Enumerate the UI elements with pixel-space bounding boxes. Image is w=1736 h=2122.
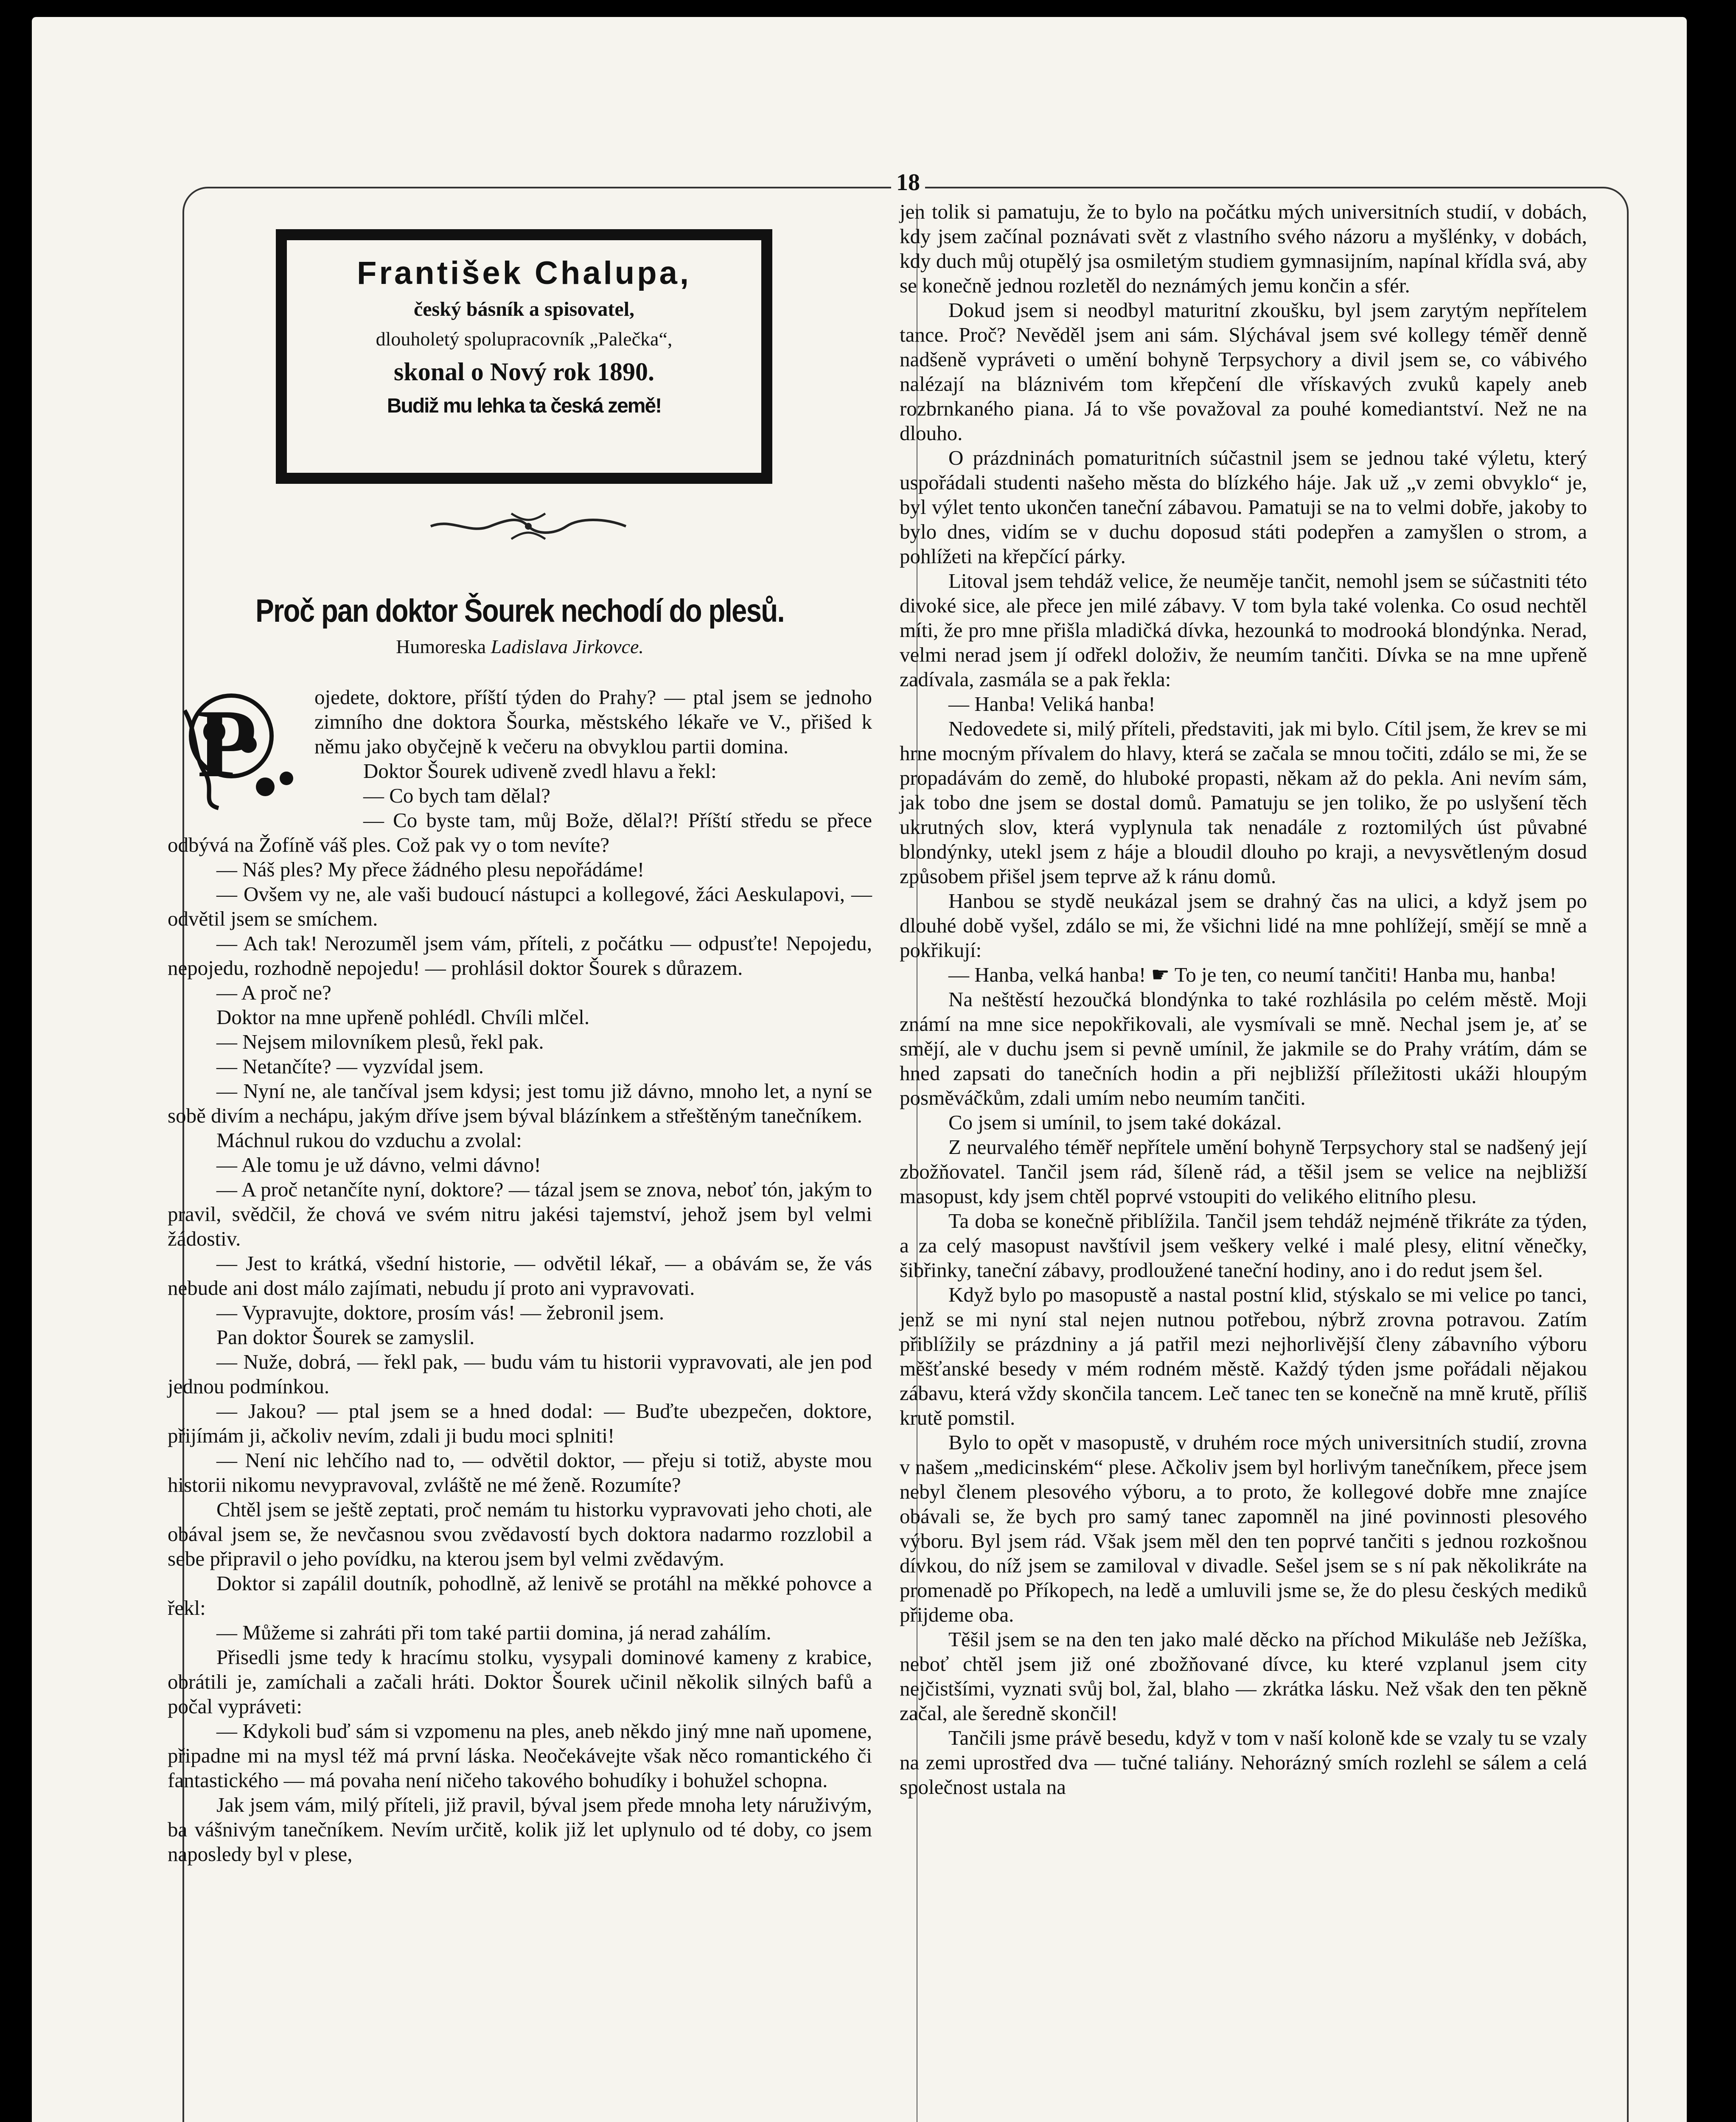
paragraph: — Můžeme si zahráti při tom také partii domina, já nerad zahálím. bbox=[216, 1621, 771, 1644]
paragraph: Nedovedete si, milý příteli, představiti, jak mi bylo. Cítil jsem, že krev se mi hrne mocným přívalem do hlavy, která se začala se mnou točiti, zdálo se mi, že se propadávám do země, do hluboké propasti, někam až do pekla. Ani nevím sám, jak tobo dne jsem se dostal domů. Pamatuju se jen toliko, že po uslyšení těch ukrutných slov, která vyplynula tak nenadále z roztomilých úst půvabné blondýnky, utekl jsem z háje a bloudil dlouho po kraji, a nevysvětleným dosud způsobem přišel jsem teprve až k ránu domů. bbox=[900, 717, 1587, 888]
paragraph: — Náš ples? My přece žádného plesu nepořádáme! bbox=[216, 858, 645, 881]
paragraph: — Hanba! Veliká hanba! bbox=[948, 692, 1155, 716]
left-column bbox=[168, 199, 872, 1867]
paragraph: Když bylo po masopustě a nastal postní klid, stýskalo se mi velice po tanci, jenž se mi nyní stal nejen nutnou potřebou, nýbrž zrovna potravou. Zatím přiblížily se prázdniny a já patřil mezi nejhorlivější členy zábavního výboru měšťanské besedy v mém rodném městě. Každý týden jsme pořádali nějakou zábavu, která vždy skončila tancem. Leč tanec ten se konečně na mně krutě, příliš krutě pomstil. bbox=[900, 1283, 1587, 1429]
byline-author: Ladislava Jirkovce. bbox=[491, 636, 644, 657]
paragraph: — Ale tomu je už dávno, velmi dávno! bbox=[216, 1153, 541, 1176]
obituary-role: český básník a spisovatel, bbox=[413, 298, 635, 320]
paragraph: Pan doktor Šourek se zamyslil. bbox=[216, 1325, 475, 1349]
paragraph: Těšil jsem se na den ten jako malé děcko na příchod Mikuláše neb Ježíška, neboť chtěl jsem již oné zbožňované dívce, ku které vzplanul jsem city nejčistšími, vyznati svůj bol, žal, blaho — zkrátka lásku. Než však den ten pěkně začal, ale šeredně skončil! bbox=[900, 1628, 1587, 1725]
paragraph: Máchnul rukou do vzduchu a zvolal: bbox=[216, 1128, 522, 1152]
paragraph: — Netančíte? — vyzvídal jsem. bbox=[216, 1055, 484, 1078]
paragraph: Doktor si zapálil doutník, pohodlně, až lenivě se protáhl na měkké pohovce a řekl: bbox=[168, 1572, 872, 1620]
dropcap-ornament bbox=[168, 685, 308, 812]
paragraph: Dokud jsem si neodbyl maturitní zkoušku, byl jsem zarytým nepřítelem tance. Proč? Nevěděl jsem ani sám. Slýchával jsem své kollegy téměř denně nadšeně vypráveti o umění bohyně Terpsychory a divil jsem se, co vábivého nalézají na bláznivém tom křepčení dle vřískavých zvuků kapely aneb rozbrnkaného piana. Já to vše považoval za pouhé komediantství. Než ne na dlouho. bbox=[900, 298, 1587, 445]
paragraph: — Nuže, dobrá, — řekl pak, — budu vám tu historii vypravovati, ale jen pod jednou podmínkou. bbox=[168, 1350, 872, 1398]
paragraph: — A proč ne? bbox=[216, 981, 331, 1004]
paragraph: O prázdninách pomaturitních súčastnil jsem se jednou také výletu, který uspořádali studenti našeho města do blízkého háje. Jak už „v zemi obvyklo“ je, byl výlet tento ukončen taneční zábavou. Pamatuji se na to velmi dobře, jakoby to bylo dnes, vidím se v duchu doposud státi podepřen a zamyšlen o strom, a pohlížeti na křepčící párky. bbox=[900, 446, 1587, 568]
obituary-death: skonal o Nový rok 1890. bbox=[393, 358, 654, 386]
paragraph: Litoval jsem tehdáž velice, že neumějе tančit, nemohl jsem se súčastniti této divoké sice, ale přece jen milé zábavy. V tom byla také volenka. Co osud nechtěl míti, že pro mne přišla mladičká dívka, hezounká to modrooká blondýnka. Nerad, velmi nerad jsem jí odřekl doloživ, že neumím tančiti. Dívka se na mne upřeně zadívala, zasmála se a pak řekla: bbox=[900, 569, 1587, 691]
paragraph: — Není nic lehčího nad to, — odvětil doktor, — přeju si totiž, abyste mou historii nikomu nevypravoval, zvláště ne mé ženě. Rozumíte? bbox=[168, 1448, 872, 1496]
paragraph: Hanbou se stydě neukázal jsem se drahný čas na ulici, a když jsem po dlouhé době vyšel, zdálo se mi, že všichni lidé na mne pohlížejí, smějí se mně a pokřikují: bbox=[900, 889, 1587, 962]
paragraph: Přisedli jsme tedy k hracímu stolku, vysypali dominové kameny z krabice, obrátili je, zamíchali a začali hráti. Doktor Šourek učinil několik silných bafů a počal vypráveti: bbox=[168, 1645, 872, 1718]
paragraph: jen tolik si pamatuju, že to bylo na počátku mých universitních studií, v dobách, kdy jsem začínal poznávati svět z vlastního svého názoru a myšlénky, v dobách, kdy duch můj otupělý jsa osmiletým studiem gymnasijním, napínal křídla svá, aby se konečně jednou rozletěl do neznámých jemu končin a sfér. bbox=[900, 200, 1587, 297]
paragraph: — Hanba, velká hanba! ☛ To je ten, co neumí tančiti! Hanba mu, hanba! bbox=[948, 963, 1557, 986]
paragraph: — Vypravujte, doktore, prosím vás! — žebronil jsem. bbox=[216, 1301, 665, 1324]
left-column-text bbox=[168, 685, 872, 1867]
paragraph: Chtěl jsem se ještě zeptati, proč nemám tu historku vypravovati jeho choti, ale obával jsem se, že nevčasnou svou zvědavostí bych doktora nadarmo rozzlobil a sebe připravil o jeho povídku, na kterou jsem byl velmi zvědavým. bbox=[168, 1498, 872, 1570]
byline-prefix: Humoreska bbox=[396, 636, 486, 657]
paragraph: Doktor na mne upřeně pohlédl. Chvíli mlčel. bbox=[216, 1005, 590, 1029]
article-title: Proč pan doktor Šourek nechodí do plesů. bbox=[255, 593, 784, 629]
paragraph: Jak jsem vám, milý příteli, již pravil, býval jsem přede mnoha lety náruživým, ba vášnivým tanečníkem. Nevím určitě, kolik již let uplynulo od té doby, co jsem naposledy byl v plese, bbox=[168, 1793, 872, 1866]
page-number: 18 bbox=[891, 168, 925, 197]
paragraph: Z neurvalého téměř nepřítele umění bohyně Terpsychory stal se nadšený její zbožňovatel. Tančil jsem rád, šíleně rád, a těšil jsem se velice na nejbližší masopust, kdy jsem chtěl poprvé vstoupiti do velikého elitního plesu. bbox=[900, 1135, 1587, 1208]
paragraph: — Kdykoli buď sám si vzpomenu na ples, aneb někdo jiný mne naň upomene, připadne mi na mysl též má první láska. Neočekávejte však něco romantického či fantastického — má povaha není ničeho takového bohudíky i bohužel schopna. bbox=[168, 1719, 872, 1792]
obituary-info: dlouholetý spolupracovník „Palečka“, bbox=[376, 328, 673, 350]
obituary-name: František Chalupa, bbox=[357, 255, 691, 291]
paragraph: Co jsem si umínil, to jsem také dokázal. bbox=[948, 1111, 1282, 1134]
paragraph: — Jest to krátká, všední historie, — odvětil lékař, — a obávám se, že vás nebude ani dost málo zajímati, nebudu jí proto ani vypravovati. bbox=[168, 1252, 872, 1300]
paragraph: — Co bych tam dělal? bbox=[363, 784, 550, 807]
paragraph: — Nyní ne, ale tančíval jsem kdysi; jest tomu již dávno, mnoho let, a nyní se sobě divím a nechápu, jakým dříve jsem býval blázínkem a střeštěným tanečníkem. bbox=[168, 1079, 872, 1127]
paragraph: Tančili jsme právě besedu, když v tom v naší koloně kde se vzaly tu se vzaly na zemi uprostřed dva — tučné taliány. Nehorázný smích rozlehl se sálem a celá společnost ustala na bbox=[900, 1726, 1587, 1799]
obituary-box bbox=[276, 229, 772, 484]
dropcap-letter: P bbox=[197, 689, 257, 797]
paragraph: Doktor Šourek udiveně zvedl hlavu a řekl: bbox=[363, 759, 717, 783]
paragraph: ojedete, doktore, příští týden do Prahy? — ptal jsem se jednoho zimního dne doktora Šourka, městského lékaře ve V., přišed k němu jako obyčejně k večeru na obvyklou partii domina. bbox=[314, 685, 872, 758]
paragraph: — Ovšem vy ne, ale vaši budoucí nástupci a kollegové, žáci Aeskulapovi, — odvětil jsem se smíchem. bbox=[168, 882, 872, 930]
paragraph: — A proč netančíte nyní, doktore? — tázal jsem se znova, neboť tón, jakým to pravil, svědčil, že chová ve svém nitru jakési tajemství, jehož jsem byl velmi žádostiv. bbox=[168, 1178, 872, 1250]
paragraph: — Jakou? — ptal jsem se a hned dodal: — Buďte ubezpečen, doktore, přijímám ji, ačkoliv nevím, zdali ji budu moci splniti! bbox=[168, 1399, 872, 1447]
obituary-wish: Budiž mu lehka ta česká země! bbox=[387, 395, 662, 417]
right-column-text bbox=[900, 199, 1587, 1799]
paragraph: — Co byste tam, můj Bože, dělal?! Příští středu se přece odbývá na Žofíně váš ples. Což pak vy o tom nevíte? bbox=[168, 808, 872, 856]
paragraph: — Nejsem milovníkem plesů, řekl pak. bbox=[216, 1030, 544, 1053]
paragraph: Na neštěstí hezoučká blondýnka to také rozhlásila po celém městě. Moji známí na mne sice nepokřikovali, ale vysmívali se mně. Nechal jsem je, ať se smějí, ale v duchu jsem si pevně umínil, že jakmile se do Prahy vrátím, dám se hned zapsati do tanečních hodin a při nejbližší příležitosti ukáži hloupým posměváčkům, zdali umím nebo neumím tančiti. bbox=[900, 988, 1587, 1109]
right-column bbox=[900, 199, 1587, 1799]
paragraph: Ta doba se konečně přiblížila. Tančil jsem tehdáž nejméně třikráte za týden, a za celý masopust navštívil jsem veškery velké i malé plesy, elitní věnečky, šibřinky, taneční zábavy, prodloužené taneční hodiny, ano i do redut jsem šel. bbox=[900, 1209, 1587, 1282]
paragraph: — Ach tak! Nerozuměl jsem vám, příteli, z počátku — odpusťte! Nepojedu, nepojedu, rozhodně nepojedu! — prohlásil doktor Šourek s důrazem. bbox=[168, 932, 872, 980]
paragraph: Bylo to opět v masopustě, v druhém roce mých universitních studií, zrovna v našem „medicinském“ plese. Ačkoliv jsem byl horlivým tanečníkem, přece jsem nebyl členem plesového výboru, a to proto, že kollegové dobře mne znajíce obávali se, že bych pro samý tanec zapomněl na jiné povinnosti plesového výboru. Byl jsem rád. Však jsem měl den ten poprvé tančiti s jednou rozkošnou dívkou, do níž jsem se zamiloval v divadle. Sešel jsem se s ní pak několikráte na promenadě po Příkopech, na ledě a umluvili jsme se, že do plesu českých mediků přijdeme oba. bbox=[900, 1431, 1587, 1626]
article-byline bbox=[168, 634, 872, 660]
ornament-divider bbox=[426, 509, 630, 543]
